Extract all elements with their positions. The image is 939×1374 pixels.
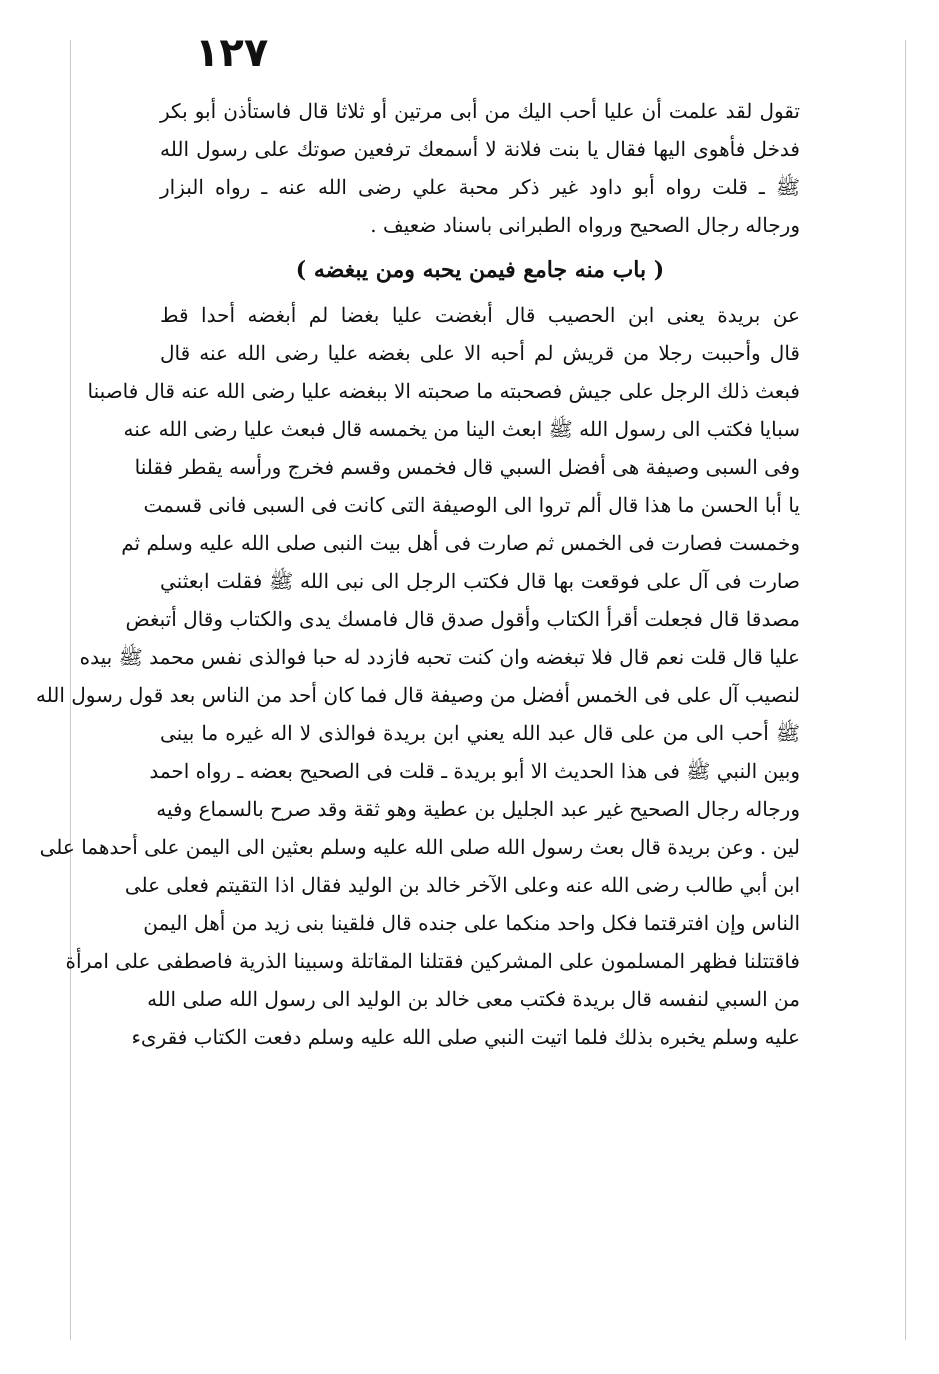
text-line: ورجاله رجال الصحيح ورواه الطبرانى باسناد ضعيف . [370,213,800,237]
paragraph-2 [35,296,800,1056]
page-number: ١٢٧ [195,30,269,76]
text-line: لنصيب آل على فى الخمس أفضل من وصيفة قال فما كان أحد من الناس بعد قول رسول الله [35,683,800,707]
paragraph-1 [160,92,800,244]
text-line: قال وأحببت رجلا من قريش لم أحبه الا على بغضه عليا رضى الله عنه قال [160,341,800,365]
text-line: عليا قال قلت نعم قال فلا تبغضه وان كنت تحبه فازدد له حبا فوالذى نفس محمد ﷺ بيده [79,645,800,669]
text-line: يا أبا الحسن ما هذا قال ألم تروا الى الوصيفة التى كانت فى السبى فانى قسمت [143,493,800,517]
page-text [35,92,800,1056]
text-line: وبين النبي ﷺ فى هذا الحديث الا أبو بريدة ـ قلت فى الصحيح بعضه ـ رواه احمد [149,759,800,783]
text-line: عن بريدة يعنى ابن الحصيب قال أبغضت عليا بغضا لم أبغضه أحدا قط [160,303,800,327]
text-line: ابن أبي طالب رضى الله عنه وعلى الآخر خالد بن الوليد فقال اذا التقيتم فعلى على [124,873,800,897]
text-line: تقول لقد علمت أن عليا أحب اليك من أبى مرتين أو ثلاثا قال فاستأذن أبو بكر [160,99,800,123]
margin-line-right [905,40,906,1340]
text-line: ورجاله رجال الصحيح غير عبد الجليل بن عطية وهو ثقة وقد صرح بالسماع وفيه [156,797,800,821]
chapter-heading: ( باب منه جامع فيمن يحبه ومن يبغضه ) [295,257,665,283]
text-line: من السبي لنفسه قال بريدة فكتب معى خالد بن الوليد الى رسول الله صلى الله [147,987,800,1011]
text-line: سبايا فكتب الى رسول الله ﷺ ابعث الينا من يخمسه قال فبعث عليا رضى الله عنه [123,417,800,441]
text-line: وخمست فصارت فى الخمس ثم صارت فى أهل بيت النبى صلى الله عليه وسلم ثم [121,531,800,555]
text-line: الناس وإن افترقتما فكل واحد منكما على جنده قال فلقينا بنى زيد من أهل اليمن [143,911,800,935]
text-line: ﷺ ـ قلت رواه أبو داود غير ذكر محبة علي رضى الله عنه ـ رواه البزار [160,175,800,199]
text-line: صارت فى آل على فوقعت بها قال فكتب الرجل الى نبى الله ﷺ فقلت ابعثني [160,569,800,593]
text-line: مصدقا قال فجعلت أقرأ الكتاب وأقول صدق قال فامسك يدى والكتاب وقال أتبغض [125,607,800,631]
text-line: وفى السبى وصيفة هى أفضل السبي قال فخمس وقسم فخرج ورأسه يقطر فقلنا [134,455,800,479]
text-line: عليه وسلم يخبره بذلك فلما اتيت النبي صلى الله عليه وسلم دفعت الكتاب فقرىء [131,1025,800,1049]
text-line: لين . وعن بريدة قال بعث رسول الله صلى الله عليه وسلم بعثين الى اليمن على أحدهما على [39,835,800,859]
text-line: فاقتتلنا فظهر المسلمون على المشركين فقتلنا المقاتلة وسبينا الذرية فاصطفى على امرأة [65,949,800,973]
text-line: فدخل فأهوى اليها فقال يا بنت فلانة لا أسمعك ترفعين صوتك على رسول الله [160,137,800,161]
text-line: فبعث ذلك الرجل على جيش فصحبته ما صحبته الا ببغضه عليا رضى الله عنه قال فاصبنا [87,379,800,403]
text-line: ﷺ أحب الى من على قال عبد الله يعني ابن بريدة فوالذى لا اله غيره ما بينى [160,721,800,745]
